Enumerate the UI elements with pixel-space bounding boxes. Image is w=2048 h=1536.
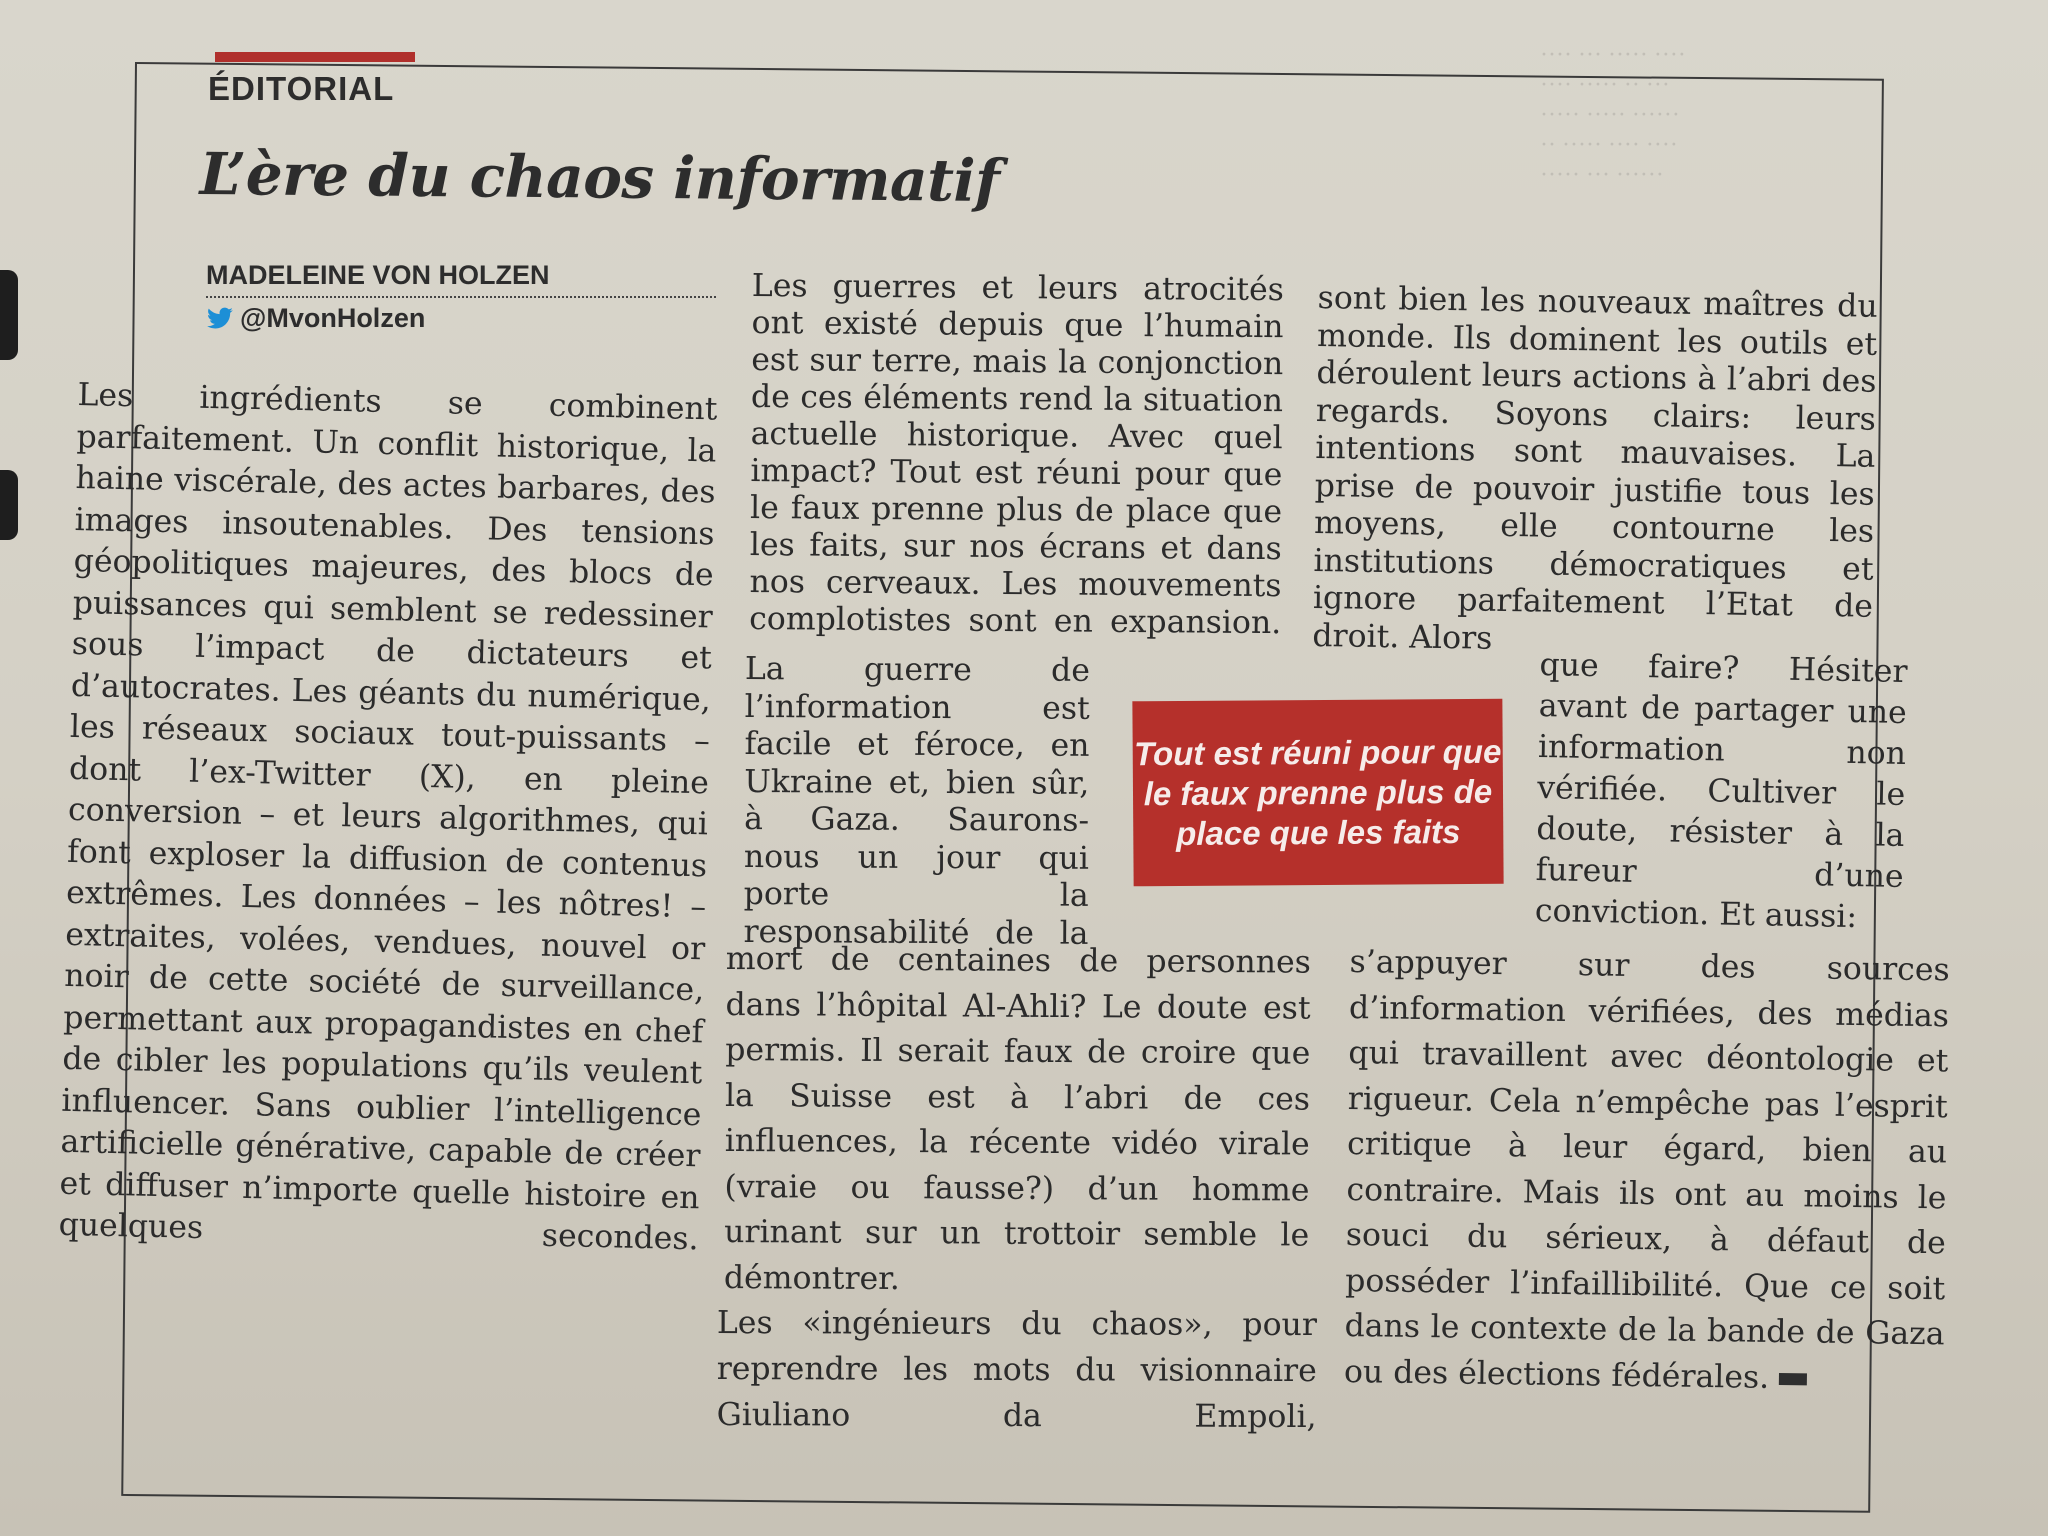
author-name: MADELEINE VON HOLZEN: [206, 260, 550, 290]
author-handle: @MvonHolzen: [240, 303, 426, 333]
twitter-bird-icon: [206, 307, 234, 331]
column-2-text-top: Les guerres et leurs atrocités ont existé depuis que l’humain est sur terre, mais la conjonction de ces éléments rend la situation actuelle historique. Avec quel impact? Tout est réuni pour que le faux prenne plus de place que les faits, sur nos écrans et dans nos cerveaux. Les mouvements complotistes sont en expansion.: [749, 268, 1284, 642]
pullquote-text: Tout est réuni pour que le faux prenne plus de place que les faits: [1133, 732, 1502, 852]
column-3-text-narrow: que faire? Hésiter avant de partager une information non vérifiée. Cultiver le doute, résister à la fureur d’une conviction. Et aussi:: [1534, 646, 1908, 936]
end-of-article-mark: [1779, 1373, 1807, 1385]
article-title: L’ère du chaos informatif: [199, 140, 1000, 215]
column-2-text-middle: mort de centaines de personnes dans l’hôpital Al-Ahli? Le doute est permis. Il serait faux de croire que la Suisse est à l’abri de ces influences, la récente vidéo virale (vraie ou fausse?) d’un homme urinant sur un trottoir semble le démontrer.: [723, 940, 1311, 1297]
column-3-text-top: sont bien les nouveaux maîtres du monde. Ils dominent les outils et déroulent leurs actions à l’abri des regards. Soyons clairs: leurs intentions sont mauvaises. La prise de pouvoir justifie tous les moyens, elle contourne les institutions démocratiques et ignore parfaitement l’Etat de droit. Alors: [1312, 280, 1878, 657]
pullquote-box: [1132, 699, 1503, 887]
section-rubric: ÉDITORIAL: [208, 70, 395, 107]
page-edge-mark: [0, 270, 18, 360]
column-2-text-bottom: Les «ingénieurs du chaos», pour reprendre les mots du visionnaire Giuliano da Empoli,: [716, 1305, 1317, 1436]
column-2-text-narrow: La guerre de l’information est facile et féroce, en Ukraine et, bien sûr, à Gaza. Saurons-nous un jour qui porte la responsabilité de la: [743, 651, 1090, 952]
column-1-text: Les ingrédients se combinent parfaitement. Un conflit historique, la haine viscérale, des actes barbares, des images insoutenables. Des tensions géopolitiques majeures, des blocs de puissances qui semblent se redessiner sous l’impact de dictateurs et d’autocrates. Les géants du numérique, les réseaux sociaux tout-puissants – dont l’ex-Twitter (X), en pleine conversion – et leurs algorithmes, qui font exploser la diffusion de contenus extrêmes. Les données – les nôtres! – extraites, volées, vendues, nouvel or noir de cette société de surveillance, permettant aux propagandistes en chef de cibler les populations qu’ils veulent influencer. Sans oublier l’intelligence artificielle générative, capable de créer et diffuser n’importe quelle histoire en quelques secondes.: [58, 376, 718, 1258]
author-divider: [206, 296, 716, 298]
page-edge-mark: [0, 470, 18, 540]
rubric-accent-bar: [215, 52, 415, 62]
column-3-text-bottom-body: s’appuyer sur des sources d’information vérifiées, des médias qui travaillent avec déontologie et rigueur. Cela n’empêche pas l’esprit critique à leur égard, bien au contraire. Mais ils ont au moins le souci du sérieux, à défaut de posséder l’infaillibilité. Que ce soit dans le contexte de la bande de Gaza ou des élections fédérales.: [1343, 943, 1950, 1396]
author-handle-row: [206, 303, 425, 334]
column-3-text-bottom: [1344, 940, 1950, 1403]
ghost-text-top-right: ···· ··· ····· ···· ···· ····· ·· ··· ····· ····· ······ ·· ····· ···· ···· ····· ··· ······: [1540, 42, 1686, 188]
